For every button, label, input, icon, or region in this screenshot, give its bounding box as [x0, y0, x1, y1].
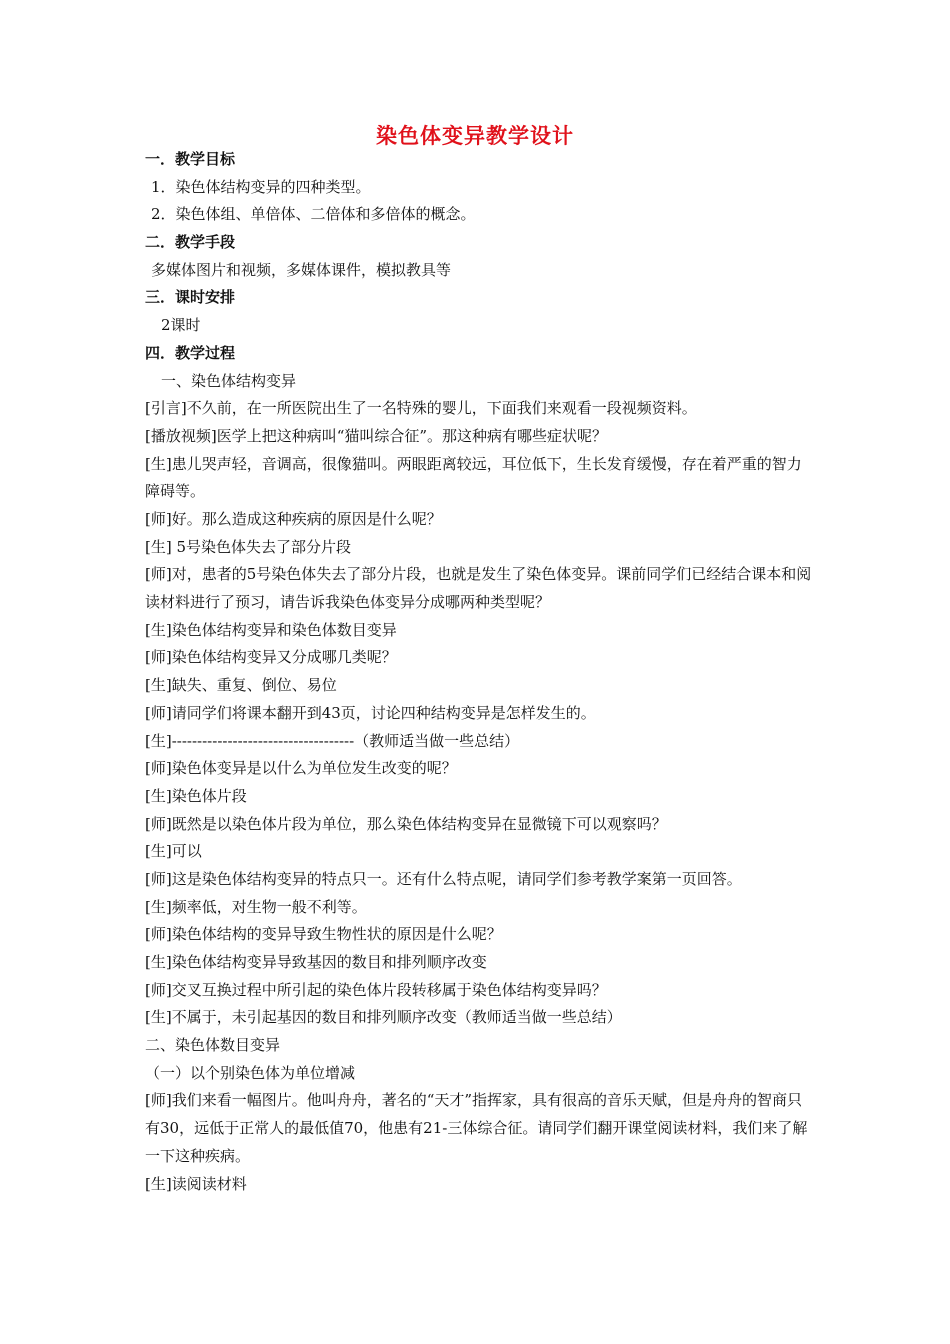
- dialogue-line: [师]这是染色体结构变异的特点只一。还有什么特点呢，请同学们参考教学案第一页回答。: [145, 869, 742, 888]
- means-text: 多媒体图片和视频，多媒体课件，模拟教具等: [151, 260, 452, 279]
- dialogue-line: [生] 5号染色体失去了部分片段: [145, 537, 352, 556]
- dialogue-line: [生]染色体片段: [145, 786, 247, 805]
- dialogue-line: [生]读阅读材料: [145, 1174, 247, 1193]
- process-part2-title: 二、染色体数目变异: [145, 1036, 281, 1055]
- section-heading-goals: 一．教学目标: [145, 150, 236, 168]
- process-part1-title: 一、染色体结构变异: [161, 371, 297, 390]
- section-heading-means: 二．教学手段: [145, 233, 236, 252]
- dialogue-line: [生]------------------------------------（教师适当做一些总结）: [145, 731, 520, 750]
- dialogue-line: [生]缺失、重复、倒位、易位: [145, 676, 337, 695]
- schedule-text: 2课时: [161, 316, 201, 335]
- dialogue-line: [师]既然是以染色体片段为单位，那么染色体结构变异在显微镜下可以观察吗？: [145, 814, 667, 833]
- dialogue-line: [师]染色体变异是以什么为单位发生改变的呢？: [145, 759, 457, 778]
- dialogue-line: [播放视频]医学上把这种病叫“猫叫综合征”。那这种病有哪些症状呢？: [145, 426, 608, 445]
- dialogue-line: [生]患儿哭声轻，音调高，很像猫叫。两眼距离较远，耳位低下，生长发育缓慢，存在着严重的智力障碍等。: [145, 454, 802, 501]
- dialogue-line: [师]交叉互换过程中所引起的染色体片段转移属于染色体结构变异吗？: [145, 980, 607, 999]
- dialogue-line: [生]染色体结构变异和染色体数目变异: [145, 620, 397, 639]
- dialogue-line: [生]染色体结构变异导致基因的数目和排列顺序改变: [145, 953, 487, 971]
- dialogue-line: [生]频率低，对生物一般不利等。: [145, 897, 367, 916]
- dialogue-line: [引言]不久前，在一所医院出生了一名特殊的婴儿，下面我们来观看一段视频资料。: [145, 399, 697, 418]
- process-part2-subtitle: （一）以个别染色体为单位增减: [145, 1063, 356, 1082]
- dialogue-line: [师]我们来看一幅图片。他叫舟舟，著名的“天才”指挥家，具有很高的音乐天赋，但是舟舟的智商只有30，远低于正常人的最低值70，他患有21-三体综合征。请同学们翻开课堂阅读材料，我们来了解一下这种疾病。: [145, 1091, 808, 1165]
- dialogue-line: [师]染色体结构的变异导致生物性状的原因是什么呢？: [145, 925, 502, 944]
- dialogue-line: [师]好。那么造成这种疾病的原因是什么呢？: [145, 509, 442, 528]
- dialogue-line: [生]不属于，未引起基因的数目和排列顺序改变（教师适当做一些总结）: [145, 1008, 622, 1027]
- dialogue-line: [师]对，患者的5号染色体失去了部分片段，也就是发生了染色体变异。课前同学们已经结合课本和阅读材料进行了预习，请告诉我染色体变异分成哪两种类型呢？: [145, 565, 812, 612]
- dialogue-line: [生]可以: [145, 842, 202, 861]
- section-heading-schedule: 三．课时安排: [145, 288, 236, 307]
- section-heading-process: 四．教学过程: [145, 343, 236, 362]
- dialogue-line: [师]染色体结构变异又分成哪几类呢？: [145, 648, 397, 667]
- document-body: [145, 146, 815, 1198]
- dialogue-line: [师]请同学们将课本翻开到43页，讨论四种结构变异是怎样发生的。: [145, 703, 596, 722]
- goal-item-2: 2．染色体组、单倍体、二倍体和多倍体的概念。: [151, 205, 476, 224]
- document-title: 染色体变异教学设计: [376, 124, 574, 148]
- goal-item-1: 1．染色体结构变异的四种类型。: [151, 177, 371, 196]
